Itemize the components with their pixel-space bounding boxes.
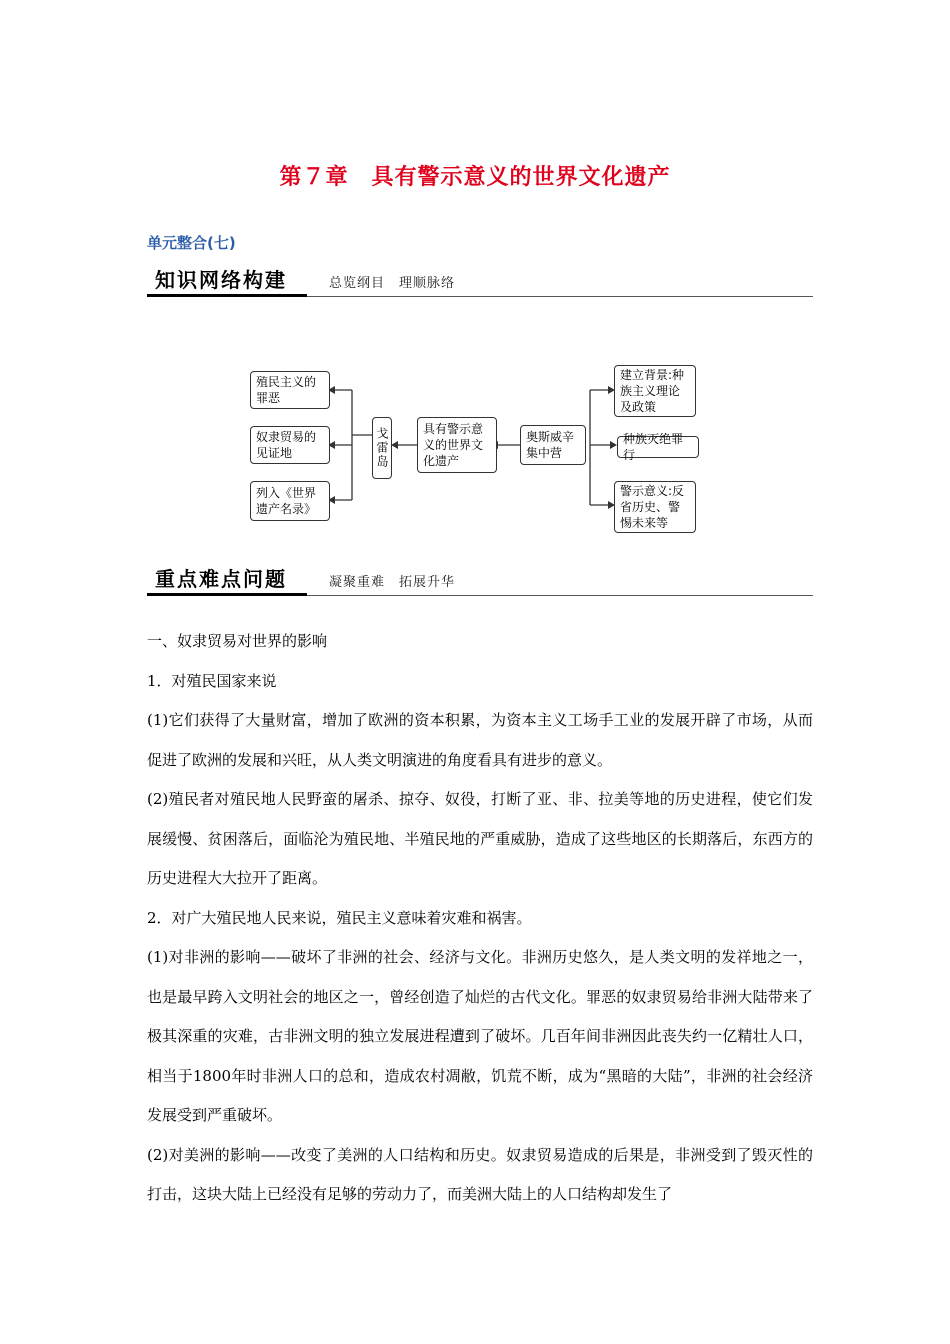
section-header-subtitle: 凝聚重难 拓展升华 — [329, 575, 456, 590]
node-world-heritage-list — [250, 481, 330, 521]
section-header-title: 知识网络构建 — [155, 268, 287, 292]
node-warning-significance — [614, 481, 696, 533]
node-label: 列入《世界遗产名录》 — [256, 486, 317, 516]
node-label: 具有警示意义的世界文化遗产 — [423, 422, 484, 468]
node-auschwitz — [520, 425, 586, 465]
divider-accent — [147, 593, 307, 596]
node-label: 戈雷岛 — [375, 427, 389, 469]
node-goree-island — [372, 417, 392, 479]
node-colonialism-evil — [250, 371, 330, 409]
chapter-title: 第７章 具有警示意义的世界文化遗产 — [279, 165, 671, 190]
paragraph: (2)对美洲的影响——改变了美洲的人口结构和历史。奴隶贸易造成的后果是，非洲受到了毁灭性的打击，这块大陆上已经没有足够的劳动力了，而美洲大陆上的人口结构却发生了 — [147, 1145, 813, 1203]
node-genocide — [617, 432, 699, 462]
node-center — [417, 417, 497, 473]
node-label: 奥斯威辛集中营 — [526, 430, 575, 460]
paragraph-heading: 一、奴隶贸易对世界的影响 — [147, 632, 328, 650]
paragraph-subheading: 2．对广大殖民地人民来说，殖民主义意味着灾难和祸害。 — [147, 908, 532, 927]
divider-accent — [147, 294, 307, 297]
node-label: 种族灭绝罪行 — [623, 432, 684, 462]
section-header-subtitle: 总览纲目 理顺脉络 — [329, 276, 456, 291]
paragraph: (1)对非洲的影响——破坏了非洲的社会、经济与文化。非洲历史悠久，是人类文明的发祥地之一，也是最早跨入文明社会的地区之一，曾经创造了灿烂的古代文化。罪恶的奴隶贸易给非洲大陆带来了极其深重的灾难，古非洲文明的独立发展进程遭到了破坏。几百年间非洲因此丧失约一亿精壮人口，相当于1800年时非洲人口的总和，造成农村凋敝，饥荒不断，成为“黑暗的大陆”，非洲的社会经济发展受到严重破坏。 — [147, 948, 813, 1124]
node-slave-trade-site — [250, 426, 330, 464]
paragraph: (1)它们获得了大量财富，增加了欧洲的资本积累，为资本主义工场手工业的发展开辟了市场，从而促进了欧洲的发展和兴旺，从人类文明演进的角度看具有进步的意义。 — [147, 711, 813, 769]
node-label: 殖民主义的罪恶 — [256, 375, 317, 405]
node-label: 奴隶贸易的见证地 — [256, 430, 317, 460]
paragraph: (2)殖民者对殖民地人民野蛮的屠杀、掠夺、奴役，打断了亚、非、拉美等地的历史进程，使它们发展缓慢、贫困落后，面临沦为殖民地、半殖民地的严重威胁，造成了这些地区的长期落后，东西方的历史进程大大拉开了距离。 — [147, 790, 813, 887]
node-label: 建立背景:种族主义理论及政策 — [620, 368, 685, 414]
unit-title: 单元整合(七) — [147, 234, 236, 252]
node-background — [614, 365, 696, 417]
section-header-key-issues — [147, 564, 813, 596]
body-text — [147, 622, 813, 1215]
knowledge-diagram — [240, 355, 710, 545]
section-header-title: 重点难点问题 — [155, 567, 287, 591]
node-label: 警示意义:反省历史、警惕未来等 — [620, 484, 685, 530]
paragraph-subheading: 1．对殖民国家来说 — [147, 671, 277, 690]
section-header-knowledge — [147, 265, 813, 297]
